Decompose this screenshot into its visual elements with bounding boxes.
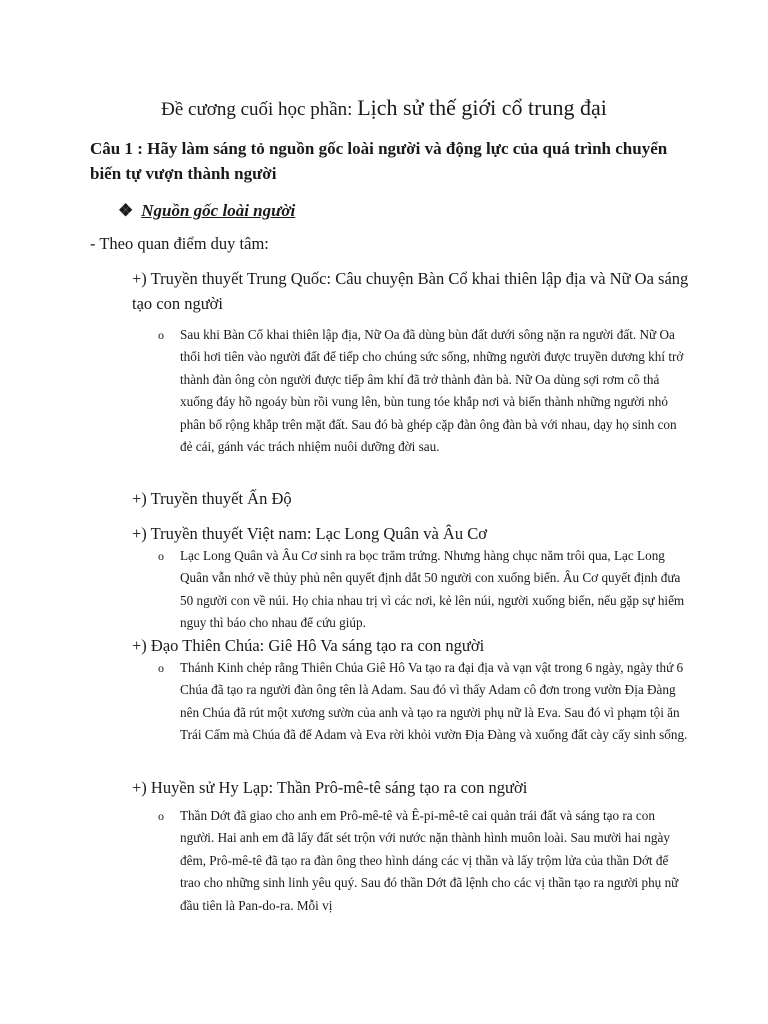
legend-detail-text: Thánh Kinh chép rằng Thiên Chúa Giê Hô Va tạo ra đại địa và vạn vật trong 6 ngày, ngày thứ 6 Chúa đã tạo ra người đàn ông tên là Adam. Sau đó vì thấy Adam cô đơn trong vườn Địa Đàng nên Chúa đã rút một xương sườn của anh và tạo ra người phụ nữ là Eva. Sau đó vì phạm tội ăn Trái Cấm mà Chúa đã để Adam và Eva rời khỏi vườn Địa Đàng và xuống đất cày cấy sinh sống.	[180, 660, 688, 743]
circle-bullet-icon: o	[158, 809, 164, 823]
legend-heading-india: +) Truyền thuyết Ấn Độ	[132, 489, 292, 508]
section-heading	[118, 199, 295, 223]
circle-bullet-icon: o	[158, 549, 164, 563]
diamond-bullet-icon: ❖	[118, 201, 134, 220]
title-prefix: Đề cương cuối học phần:	[161, 99, 358, 120]
viewpoint-heading: - Theo quan điểm duy tâm:	[90, 234, 269, 253]
section-label: Nguồn gốc loài người	[141, 201, 296, 220]
circle-bullet-icon: o	[158, 328, 164, 342]
legend-heading-china: +) Truyền thuyết Trung Quốc: Câu chuyện Bàn Cổ khai thiên lập địa và Nữ Oa sáng tạo con người	[132, 269, 689, 313]
legend-detail-greece	[158, 805, 688, 917]
question-heading: Câu 1 : Hãy làm sáng tỏ nguồn gốc loài người và động lực của quá trình chuyển biến tự vượn thành người	[90, 139, 668, 183]
document-title	[0, 94, 768, 124]
legend-detail-text: Sau khi Bàn Cổ khai thiên lập địa, Nữ Oa đã dùng bùn đất dưới sông nặn ra người đất. Nữ Oa thổi hơi tiên vào người đất để tiếp cho chúng sức sống, những người được truyền dương khí trở thành đàn ông còn người được tiếp âm khí đã trở thành đàn bà. Nữ Oa dùng sợi rơm cô thả xuống đáy hồ ngoáy bùn rồi vung lên, bùn tung tóe khắp nơi và biến thành những người nhỏ phân bố rộng khắp trên mặt đất. Sau đó bà ghép cặp đàn ông đàn bà với nhau, dạy họ sinh con đẻ cái, gánh vác trách nhiệm nuôi dưỡng đời sau.	[180, 327, 684, 455]
legend-detail-vietnam	[158, 545, 688, 635]
circle-bullet-icon: o	[158, 661, 164, 675]
title-main: Lịch sử thế giới cổ trung đại	[357, 95, 607, 120]
legend-heading-greece: +) Huyền sử Hy Lạp: Thần Prô-mê-tê sáng tạo ra con người	[132, 778, 528, 797]
legend-detail-text: Thần Dớt đã giao cho anh em Prô-mê-tê và Ê-pi-mê-tê cai quản trái đất và sáng tạo ra con người. Hai anh em đã lấy đất sét trộn với nước nặn thành hình muôn loài. Sau mười hai ngày đêm, Prô-mê-tê đã tạo ra đàn ông theo hình dáng các vị thần và lấy trộm lửa của thần Dớt để trao cho những sinh linh yêu quý. Sau đó thần Dớt đã lệnh cho các vị thần tạo ra người phụ nữ đầu tiên là Pan-do-ra. Mỗi vị	[180, 808, 679, 913]
legend-heading-christianity: +) Đạo Thiên Chúa: Giê Hô Va sáng tạo ra con người	[132, 636, 485, 655]
legend-detail-china	[158, 324, 688, 458]
legend-heading-vietnam: +) Truyền thuyết Việt nam: Lạc Long Quân và Âu Cơ	[132, 524, 487, 543]
legend-detail-text: Lạc Long Quân và Âu Cơ sinh ra bọc trăm trứng. Nhưng hàng chục năm trôi qua, Lạc Long Quân vẫn nhớ về thủy phủ nên quyết định dắt 50 người con xuống biển. Âu Cơ quyết định đưa 50 người con về núi. Họ chia nhau trị vì các nơi, kẻ lên núi, người xuống biển, nếu gặp sự hiểm nguy thì báo cho nhau để cứu giúp.	[180, 548, 685, 631]
legend-detail-christianity	[158, 657, 688, 747]
